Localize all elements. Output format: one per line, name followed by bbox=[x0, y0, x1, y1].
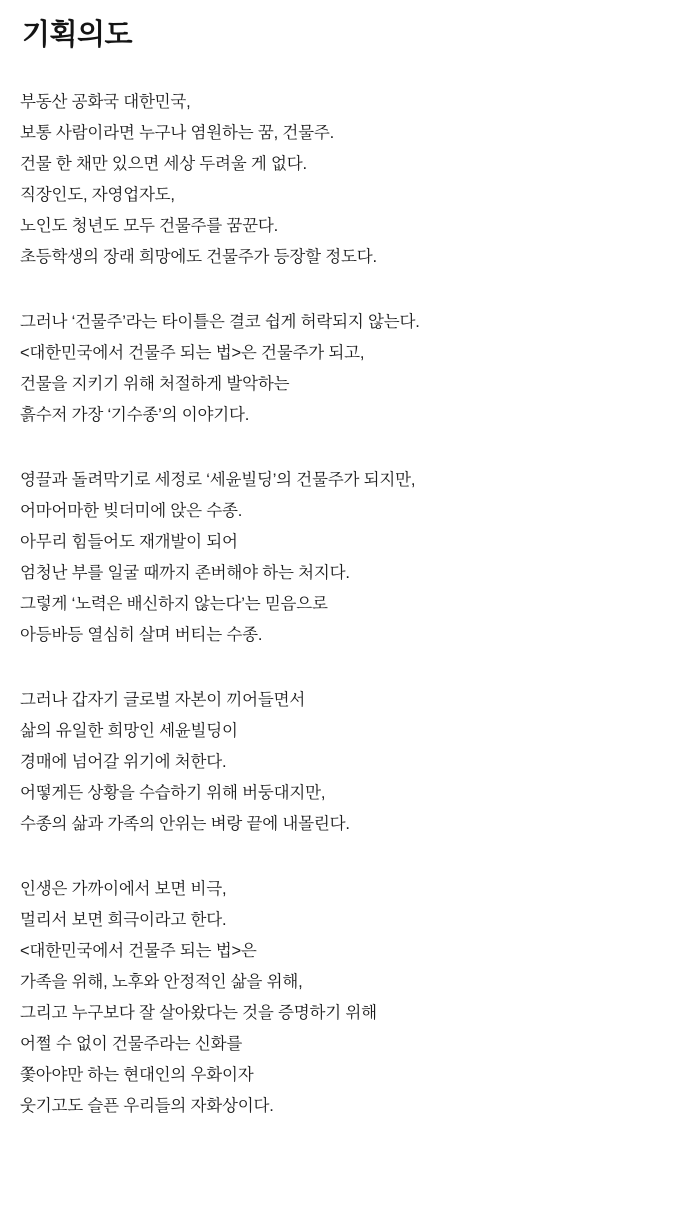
paragraph-line: 그리고 누구보다 잘 살아왔다는 것을 증명하기 위해 bbox=[20, 1003, 377, 1022]
paragraph-line: 그러나 ‘건물주’라는 타이틀은 결코 쉽게 허락되지 않는다. bbox=[20, 312, 420, 331]
paragraph-line: 노인도 청년도 모두 건물주를 꿈꾼다. bbox=[20, 216, 279, 235]
paragraph-line: 웃기고도 슬픈 우리들의 자화상이다. bbox=[20, 1096, 274, 1115]
paragraph-line: 그렇게 ‘노력은 배신하지 않는다’는 믿음으로 bbox=[20, 594, 328, 613]
paragraph-line: <대한민국에서 건물주 되는 법>은 bbox=[20, 941, 257, 960]
paragraph-line: 아무리 힘들어도 재개발이 되어 bbox=[20, 532, 238, 551]
paragraph-line: 부동산 공화국 대한민국, bbox=[20, 92, 191, 111]
paragraph-line: 건물 한 채만 있으면 세상 두려울 게 없다. bbox=[20, 154, 307, 173]
document-body bbox=[20, 87, 680, 1122]
paragraph-line: 건물을 지키기 위해 처절하게 발악하는 bbox=[20, 374, 290, 393]
paragraph-line: 수종의 삶과 가족의 안위는 벼랑 끝에 내몰린다. bbox=[20, 814, 350, 833]
paragraph bbox=[20, 685, 680, 840]
paragraph-line: 영끌과 돌려막기로 세정로 ‘세윤빌딩’의 건물주가 되지만, bbox=[20, 470, 416, 489]
page-title: 기획의도 bbox=[22, 19, 133, 51]
paragraph bbox=[20, 307, 680, 431]
paragraph-line: 인생은 가까이에서 보면 비극, bbox=[20, 879, 227, 898]
paragraph-line: 그러나 갑자기 글로벌 자본이 끼어들면서 bbox=[20, 690, 306, 709]
paragraph-line: 어마어마한 빚더미에 앉은 수종. bbox=[20, 501, 243, 520]
paragraph bbox=[20, 465, 680, 651]
paragraph bbox=[20, 87, 680, 273]
paragraph-line: 경매에 넘어갈 위기에 처한다. bbox=[20, 752, 227, 771]
paragraph-line: <대한민국에서 건물주 되는 법>은 건물주가 되고, bbox=[20, 343, 365, 362]
paragraph-line: 어쩔 수 없이 건물주라는 신화를 bbox=[20, 1034, 243, 1053]
paragraph-line: 어떻게든 상황을 수습하기 위해 버둥대지만, bbox=[20, 783, 326, 802]
paragraph bbox=[20, 874, 680, 1122]
paragraph-line: 가족을 위해, 노후와 안정적인 삶을 위해, bbox=[20, 972, 303, 991]
paragraph-line: 삶의 유일한 희망인 세윤빌딩이 bbox=[20, 721, 238, 740]
paragraph-line: 멀리서 보면 희극이라고 한다. bbox=[20, 910, 227, 929]
paragraph-line: 엄청난 부를 일굴 때까지 존버해야 하는 처지다. bbox=[20, 563, 350, 582]
paragraph-line: 초등학생의 장래 희망에도 건물주가 등장할 정도다. bbox=[20, 247, 377, 266]
paragraph-line: 보통 사람이라면 누구나 염원하는 꿈, 건물주. bbox=[20, 123, 334, 142]
paragraph-line: 직장인도, 자영업자도, bbox=[20, 185, 175, 204]
paragraph-line: 쫓아야만 하는 현대인의 우화이자 bbox=[20, 1065, 254, 1084]
paragraph-line: 흙수저 가장 ‘기수종’의 이야기다. bbox=[20, 405, 250, 424]
paragraph-line: 아등바등 열심히 살며 버티는 수종. bbox=[20, 625, 263, 644]
